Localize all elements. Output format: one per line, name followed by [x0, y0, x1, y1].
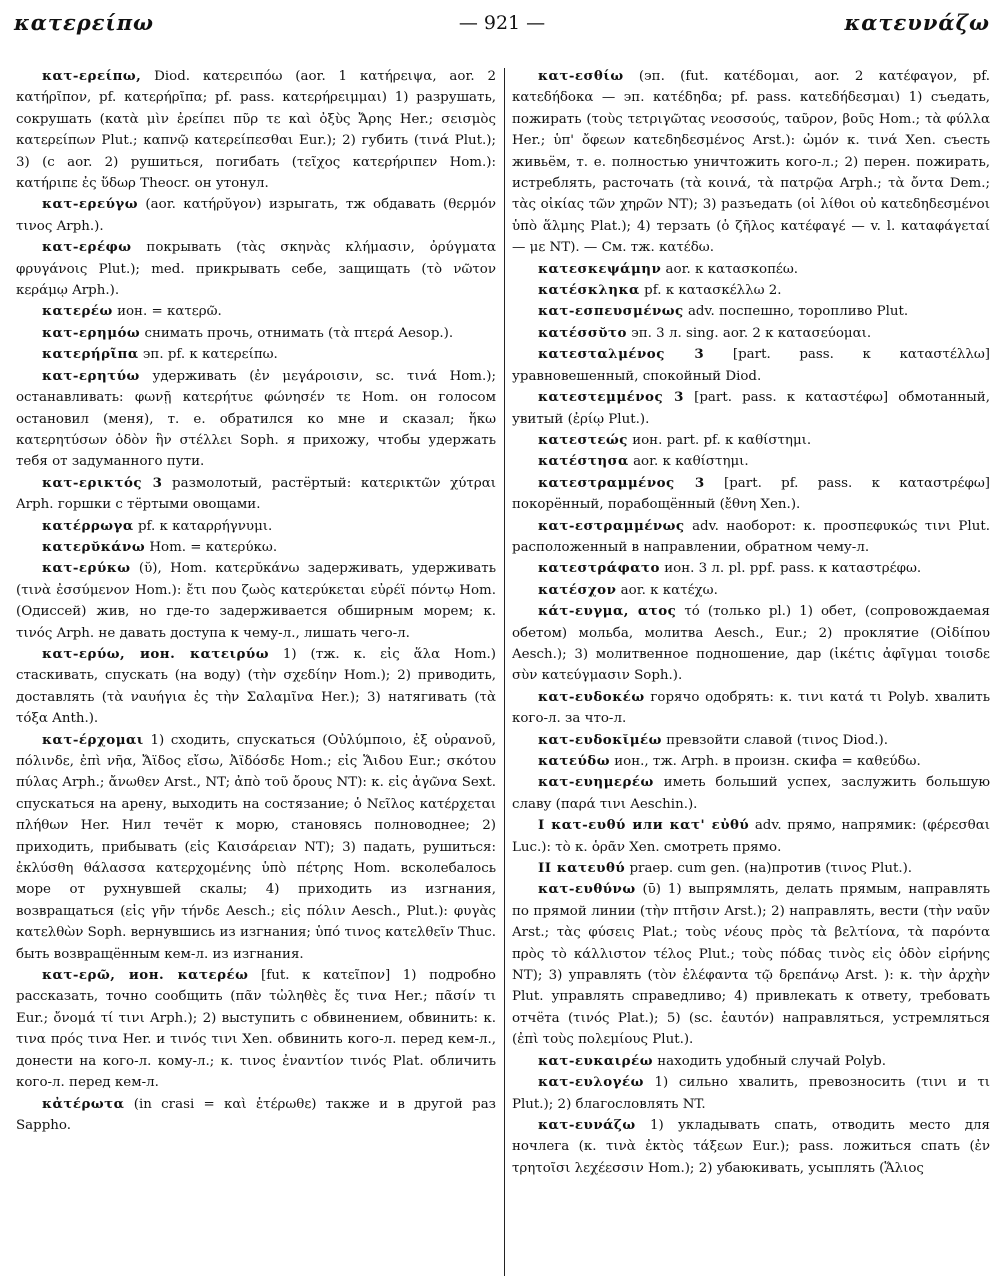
entry-headword: κατεστεμμένος 3: [538, 389, 684, 406]
entry-headword: κατ-ευδοκέω: [538, 688, 645, 705]
dictionary-entry: [512, 430, 990, 451]
entry-definition: удерживать (ἐν μεγάροισιν, sc. τινά Hom.); останавливать: φωνῇ κατερήτυε φώνησέν τε Hom. он голосом остановил (меня), т. е. обратился ко мне и сказал; ἥκω κατερητύσων ὁδὸν ἣν στέλλει Soph. я прихожу, чтобы удержать тебя от задуманного пути.: [16, 368, 496, 470]
entry-headword: κατ-έρχομαι: [42, 731, 144, 748]
entry-headword: κατέσχον: [538, 581, 617, 598]
entry-headword: κατ-ερικτός 3: [42, 474, 163, 491]
entry-definition: (ῠ), Hom. κατερῠκάνω задерживать, удерживать (τινὰ ἐσσύμενον Hom.): ἔτι που ζωὸς κατερύκεται εὐρέϊ πόντῳ Hom. (Одиссей) жив, но где-то задерживается обширным морем; κ. τινός Arph. не давать доступа к чему-л., лишать чего-л.: [16, 561, 496, 641]
dictionary-entry: [512, 601, 990, 687]
header-first-headword: κατερείπω: [14, 10, 155, 35]
entry-definition: [part. pass. к καταστέφω] обмотанный, увитый (ἐρίῳ Plut.).: [512, 390, 990, 427]
entry-headword: κατ-ερέφω: [42, 239, 132, 256]
dictionary-entry: [16, 730, 496, 965]
entry-definition: горячо одобрять: κ. τινι κατά τι Polyb. хвалить кого-л. за что-л.: [512, 689, 990, 727]
dictionary-entry: [512, 1072, 990, 1115]
dictionary-entry: [512, 687, 990, 730]
entry-definition: Diod. κατερειπόω (aor. 1 κατήρειψα, aor. 2 κατήρῖπον, pf. κατερήρῖπα; pf. pass. κατερήρειμμαι) 1) разрушать, сокрушать (κατὰ μὶν ἐρείπει πῦρ τε καὶ ὀξὺς Ἄρης Her.; σεισμὸς κατερείπων Plut.; καπνῷ κατερείπεσθαι Eur.); 2) губить (τινά Plut.); 3) (с aor. 2) рушиться, погибать (τεῖχος κατερήριπεν Hom.): κατήριπε ἐς ὕδωρ Theocr. он утонул.: [16, 69, 496, 192]
entry-headword: κατ-ερύκω: [42, 560, 131, 577]
entry-headword: κατέρρωγα: [42, 517, 134, 534]
entry-headword: κατ-εσπευσμένως: [538, 303, 684, 320]
entry-definition: (эп. (fut. κατέδομαι, aor. 2 κατέφαγον, pf. κατεδήδοκα — эп. κατέδηδα; pf. pass. κατεδήδεσμαι) 1) съедать, пожирать (τοὺς τετριγῶτας νεοσσούς, ταῦρον, βοῦς Hom.; τὰ φύλλα Her.; ὑπ' ὄφεων κατεδηδεσμένος Arst.): ὠμόν κ. τινά Xen. съесть живьём, т. е. полностью уничтожить кого-л.; 2) перен. пожирать, истреблять, расточать (τὰ κοινά, τὰ πατρῷα Arph.; τὰ ὄντα Dem.; τὰς οἰκίας τῶν χηρῶν NT); 3) разъедать (οἱ λίθοι οὐ κατεδηδεσμένοι ὑπὸ ἅλμης Plat.); 4) терзать (ὁ ζῆλος κατέφαγέ — v. l. καταφάγεταί — με NT). — См. тж. κατέδω.: [512, 69, 990, 256]
entry-headword: κατ-ευημερέω: [538, 774, 654, 791]
entry-definition: ион. = κατερῶ.: [117, 304, 222, 320]
entry-definition: [fut. к κατεῖπον] 1) подробно рассказать, точно сообщить (πᾶν τὠληθὲς ἔς τινα Her.; πᾶσίν τι Eur.; ὄνομά τί τινι Arph.); 2) выступить с обвинением, обвинить: κ. τινα πρός τινα Her. и τινός τινι Xen. обвинить кого-л. перед кем-л., донести на кого-л. кому-л.; κ. τινος ἐναντίον τινός Plat. обличить кого-л. перед кем-л.: [16, 968, 496, 1091]
dictionary-entry: [16, 473, 496, 516]
entry-headword: I κατ-ευθύ или κατ' εὐθύ: [538, 817, 750, 834]
entry-headword: κατ-ερημόω: [42, 324, 141, 341]
entry-headword: κάτ-ευγμα, ατος: [538, 603, 677, 620]
dictionary-entry: [512, 772, 990, 815]
entry-headword: κατεσκεψάμην: [538, 260, 662, 277]
entry-definition: (in crasi = καὶ ἑτέρωθε) также и в другой раз Sappho.: [16, 1096, 496, 1133]
dictionary-entry: [512, 344, 990, 387]
dictionary-entry: [512, 66, 990, 259]
dictionary-entry: [512, 516, 990, 559]
entry-headword: κατ-ερεύγω: [42, 196, 138, 213]
entry-definition: adv. поспешно, торопливо Plut.: [687, 304, 909, 320]
entry-definition: [part. pf. pass. к καταστρέφω] покорённый, порабощённый (ἔθνη Xen.).: [512, 475, 990, 513]
dictionary-entry: [16, 194, 496, 237]
entry-headword: κατ-ευνάζω: [538, 1116, 636, 1133]
dictionary-entry: [16, 344, 496, 365]
dictionary-entry: [512, 580, 990, 601]
entry-definition: иметь больший успех, заслужить большую славу (παρά τινι Aeschin.).: [512, 775, 990, 812]
entry-headword: κἀτέρωτα: [42, 1095, 125, 1112]
dictionary-entry: [512, 473, 990, 516]
dictionary-entry: [16, 366, 496, 473]
dictionary-entry: [16, 301, 496, 322]
dictionary-entry: [16, 537, 496, 558]
entry-definition: τό (только pl.) 1) обет, (сопровождаемая обетом) мольба, молитва Aesch., Eur.; 2) проклятие (Οἰδίπου Aesch.); 3) молитвенное подношение, дар (ἱκέτις ἀφῖγμαι τοισδε σὺν κατεύγμασιν Soph.).: [512, 604, 990, 684]
dictionary-entry: [512, 451, 990, 472]
entry-headword: κατερήρῖπα: [42, 346, 139, 363]
page-number: — 921 —: [458, 12, 546, 34]
dictionary-entry: [512, 730, 990, 751]
entry-definition: pf. к κατασκέλλω 2.: [644, 283, 782, 299]
header-last-headword: κατευνάζω: [844, 10, 990, 35]
entry-definition: 1) сходить, спускаться (Οὐλύμποιο, ἐξ οὐρανοῦ, πόλινδε, ἐπὶ νῆα, Ἄϊδος εἴσω, Ἀϊδόσδε Hom.; εἰς Ἅιδου Eur.; σκότου πύλας Arph.; ἄνωθεν Arst., NT; ἀπὸ τοῦ ὄρους NT): κ. εἰς ἀγῶνα Sext. спускаться на арену, выходить на состязание; ὁ Νεῖλος κατέρχεται πλήθων Her. Нил течёт к морю, становясь полноводнее; 2) приходить, прибывать (εἰς Καισάρειαν NT); 3) падать, рушиться: ἐκλύσθη θάλασσα κατερχομένης ὑπὸ πέτρης Hom. всколебалось море от рухнувшей скалы; 4) приходить из изгнания, возвращаться (εἰς γῆν τήνδε Aesch.; εἰς πόλιν Aesch., Plut.): φυγὰς κατελθὼν Soph. вернувшись из изгнания; ὑπό τινος κατελθεῖν Thuc. быть возвращённым кем-л. из изгнания.: [16, 732, 496, 962]
dictionary-entry: [16, 66, 496, 194]
entry-definition: adv. прямо, напрямик: (φέρεσθαι Luc.): τὸ κ. ὁρᾶν Xen. смотреть прямо.: [512, 818, 990, 855]
entry-headword: κατέσκληκα: [538, 282, 640, 299]
dictionary-entry: [16, 965, 496, 1093]
entry-headword: κατ-ερύω, ион. κατειρύω: [42, 645, 269, 662]
entry-headword: κατ-εσθίω: [538, 68, 624, 84]
entry-definition: praep. cum gen. (на)против (τινος Plut.).: [629, 861, 913, 877]
entry-definition: 1) сильно хвалить, превозносить (τινι и τι Plut.); 2) благословлять NT.: [512, 1075, 990, 1112]
entry-definition: эп. 3 л. sing. aor. 2 к κατασεύομαι.: [631, 325, 872, 341]
dictionary-entry: [512, 387, 990, 430]
entry-headword: κατεστεώς: [538, 431, 628, 448]
dictionary-entry: [512, 815, 990, 858]
entry-headword: κατ-ευθύνω: [538, 881, 636, 898]
dictionary-entry: [512, 858, 990, 879]
dictionary-entry: [512, 879, 990, 1050]
entry-definition: [part. pass. к καταστέλλω] уравновешенный, спокойный Diod.: [512, 347, 990, 384]
entry-headword: κατεστράφατο: [538, 560, 660, 577]
dictionary-entry: [512, 301, 990, 322]
dictionary-entry: [512, 1051, 990, 1072]
entry-headword: κατεύδω: [538, 753, 610, 769]
dictionary-entry: [16, 516, 496, 537]
dictionary-entry: [16, 644, 496, 730]
entry-definition: pf. к καταρρήγνυμι.: [137, 518, 273, 534]
entry-definition: ион. part. pf. к καθίστημι.: [632, 432, 812, 448]
entry-headword: κατ-ερῶ, ион. κατερέω: [42, 967, 249, 984]
entry-headword: κατεσταλμένος 3: [538, 346, 705, 363]
dictionary-entry: [512, 1115, 990, 1179]
entry-headword: κατ-ευλογέω: [538, 1074, 644, 1091]
entry-definition: aor. к καθίστημι.: [633, 454, 749, 470]
entry-definition: размолотый, растёртый: κατερικτῶν χύτραι Arph. горшки с тёртыми овощами.: [16, 475, 496, 513]
page-header: [14, 10, 990, 44]
entry-definition: находить удобный случай Polyb.: [657, 1053, 886, 1069]
dictionary-entry: [512, 558, 990, 579]
entry-definition: 1) (тж. κ. εἰς ἅλα Hom.) стаскивать, спускать (на воду) (τὴν σχεδίην Hom.); 2) приводить, доставлять (τὰ ναυήγια ἐς τὴν Σαλαμῖνα Her.); 3) натягивать (τὰ τόξα Anth.).: [16, 646, 496, 727]
column-divider: [504, 68, 505, 1276]
entry-headword: κατ-ευδοκῐμέω: [538, 731, 662, 748]
entry-headword: κατέστησα: [538, 453, 629, 470]
entry-headword: κατ-ερείπω,: [42, 68, 142, 84]
dictionary-entry: [512, 751, 990, 772]
dictionary-entry: [512, 280, 990, 301]
entry-definition: ион. 3 л. pl. ppf. pass. к καταστρέφω.: [664, 561, 922, 577]
right-column: [512, 66, 990, 1278]
entry-definition: Hom. = κατερύκω.: [149, 539, 278, 555]
entry-definition: 1) укладывать спать, отводить место для ночлега (κ. τινὰ ἐκτὸς τάξεων Eur.); pass. ложиться спать (ἐν τρητοῖσι λεχέεσσιν Hom.); 2) убаюкивать, усыплять (Ἅλιος: [512, 1117, 990, 1176]
dictionary-entry: [16, 1094, 496, 1137]
entry-definition: покрывать (τὰς σκηνὰς κλήμασιν, ὀρύγματα φρυγάνοις Plut.); med. прикрывать себе, защищать (τὸ νῶτον κεράμῳ Arph.).: [16, 240, 496, 299]
entry-headword: II κατευθύ: [538, 860, 626, 877]
entry-headword: κατέσσῠτο: [538, 324, 627, 341]
entry-definition: ион., тж. Arph. в произн. скифа = καθεύδω.: [614, 754, 921, 769]
entry-headword: κατ-ερητύω: [42, 367, 140, 384]
entry-definition: (ῡ) 1) выпрямлять, делать прямым, направлять по прямой линии (τὴν πτῆσιν Arst.); 2) направлять, вести (τὴν ναῦν Arst.; τὰς φύσεις Plat.; τοὺς νέους πρὸς τὰ βελτίονα, τὰ παρόντα πρὸς τὸ κάλλιστον τέλος Plut.; τοὺς πόδας τινὸς εἰς ὁδὸν εἰρήνης NT); 3) управлять (τὸν ἐλέφαντα τῷ δρεπάνῳ Arst. ): κ. τὴν ἀρχὴν Plut. управлять справедливо; 4) привлекать к ответу, требовать отчёта (τινός Plat.); 5) (sc. ἑαυτόν) направляться, устремляться (ἐπὶ τοὺς πολεμίους Plut.).: [512, 882, 990, 1048]
entry-headword: κατεστραμμένος 3: [538, 474, 705, 491]
entry-headword: κατερέω: [42, 303, 113, 320]
entry-definition: снимать прочь, отнимать (τὰ πτερά Aesop.).: [144, 325, 454, 341]
entry-definition: aor. к κατέχω.: [620, 582, 718, 598]
entry-definition: (aor. κατήρῠγον) изрыгать, тж обдавать (θερμόν τινος Arph.).: [16, 197, 496, 234]
dictionary-entry: [16, 237, 496, 301]
entry-definition: aor. к κατασκοπέω.: [665, 261, 799, 277]
entry-headword: κατερῠκάνω: [42, 538, 146, 555]
entry-definition: эп. pf. к κατερείπω.: [142, 347, 278, 363]
entry-headword: κατ-ευκαιρέω: [538, 1052, 653, 1069]
entry-headword: κατ-εστραμμένως: [538, 517, 685, 534]
dictionary-entry: [16, 558, 496, 644]
dictionary-entry: [512, 259, 990, 280]
entry-definition: adv. наоборот: κ. προσπεφυκώς τινι Plut. расположенный в направлении, обратном чему-л.: [512, 518, 990, 555]
dictionary-entry: [512, 323, 990, 344]
dictionary-entry: [16, 323, 496, 344]
left-column: [16, 66, 496, 1278]
entry-definition: превзойти славой (τινος Diod.).: [666, 732, 889, 748]
